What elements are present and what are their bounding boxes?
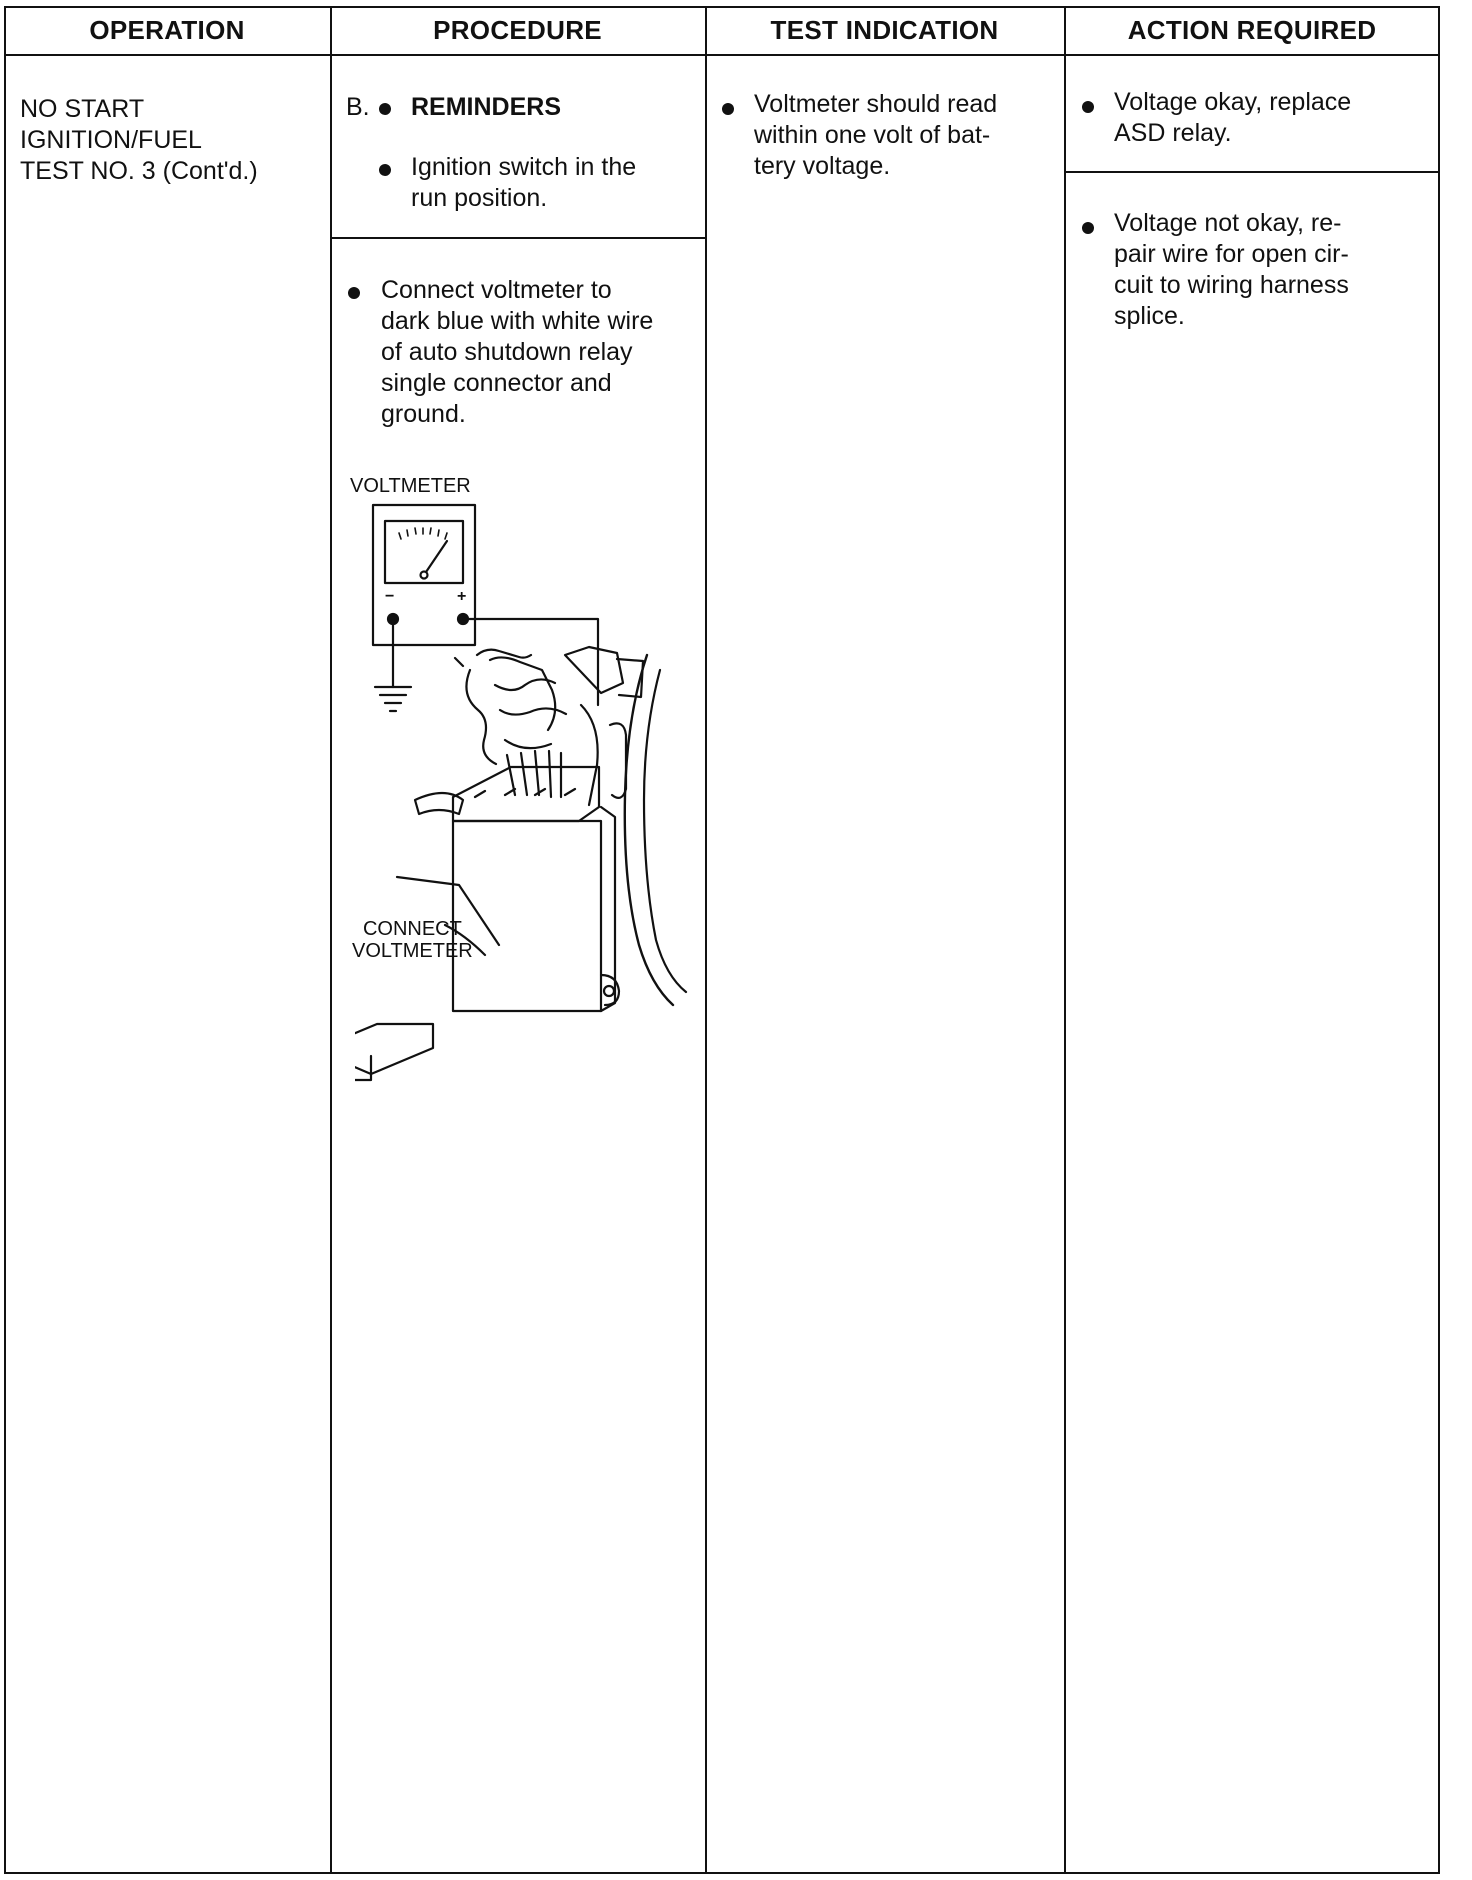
test-indication-text: Voltmeter should read within one volt of bat- tery voltage.: [754, 90, 998, 180]
voltmeter-connection-illustration: [355, 495, 705, 1095]
action-not-okay-text: Voltage not okay, re- pair wire for open cir- cuit to wiring harness splice.: [1114, 209, 1349, 330]
procedure-row-divider: [330, 237, 705, 239]
test-indication-bullet: [722, 103, 734, 115]
reminder-item-text: Ignition switch in the run position.: [411, 153, 637, 212]
connect-voltmeter-label: CONNECT VOLTMETER: [352, 918, 473, 962]
column-divider-2: [705, 6, 707, 1874]
procedure-step-text: Connect voltmeter to dark blue with white wire of auto shutdown relay single connector and ground.: [381, 276, 654, 428]
operation-text: NO START IGNITION/FUEL TEST NO. 3 (Cont'd.): [20, 95, 258, 185]
wiring-harness: [455, 647, 686, 1005]
header-action-required: ACTION REQUIRED: [1127, 14, 1377, 45]
header-operation: OPERATION: [89, 14, 245, 45]
plus-sign: +: [457, 588, 467, 605]
voltmeter-label: VOLTMETER: [350, 475, 471, 497]
procedure-step-bullet: [348, 287, 360, 299]
action-not-okay-bullet: [1082, 222, 1094, 234]
voltmeter-scale: [399, 528, 447, 539]
action-okay-bullet: [1082, 101, 1094, 113]
header-test-indication: TEST INDICATION: [770, 14, 999, 45]
column-divider-1: [330, 6, 332, 1874]
control-module: [453, 767, 619, 1011]
reminders-bullet: [379, 103, 391, 115]
header-divider: [4, 54, 1440, 56]
action-row-divider: [1064, 171, 1440, 173]
header-procedure: PROCEDURE: [433, 14, 602, 45]
voltmeter-needle: [424, 541, 447, 575]
procedure-step-letter: B.: [346, 93, 370, 121]
reminders-title: REMINDERS: [411, 93, 562, 121]
ground-symbol: [375, 687, 411, 711]
minus-sign: −: [385, 588, 395, 605]
reminder-item-bullet: [379, 164, 391, 176]
single-connector: [355, 1024, 433, 1080]
positive-lead: [463, 619, 598, 705]
column-divider-3: [1064, 6, 1066, 1874]
mounting-bracket: [415, 793, 463, 814]
action-okay-text: Voltage okay, replace ASD relay.: [1114, 88, 1352, 147]
